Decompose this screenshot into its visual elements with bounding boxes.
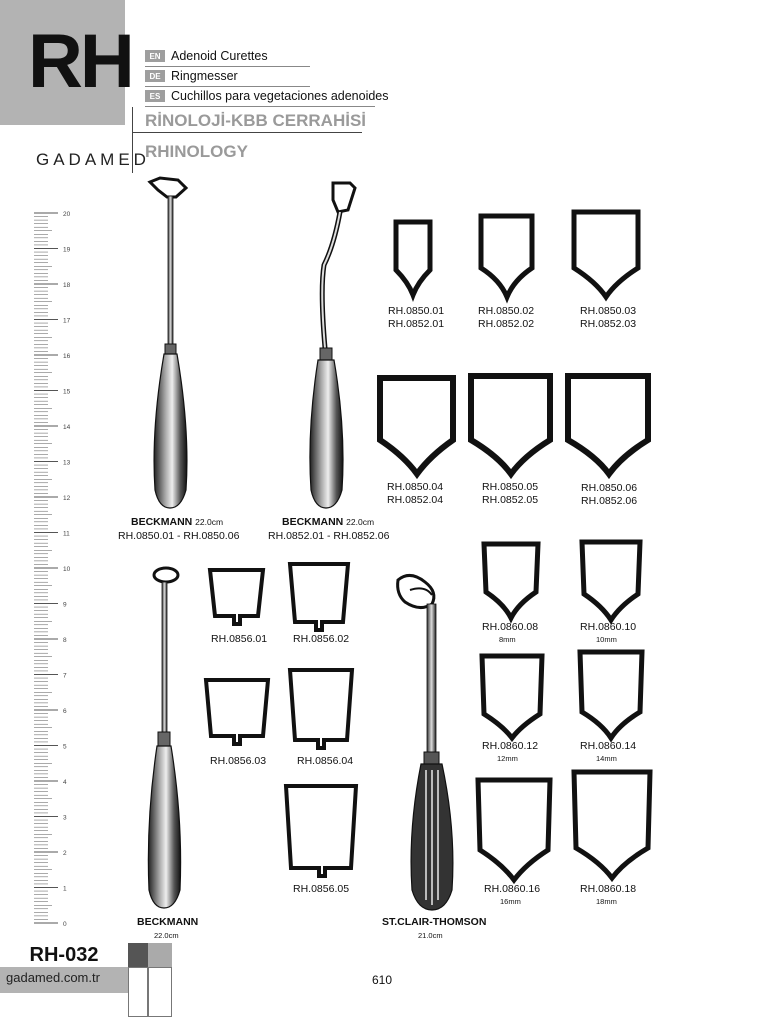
tip-code-label: RH.0856.01 <box>211 633 268 645</box>
tip-size-label: 16mm <box>500 897 521 906</box>
tip-0860-12 <box>482 656 542 738</box>
instrument-codes: RH.0852.01 - RH.0852.06 <box>268 530 390 542</box>
website-link[interactable]: gadamed.com.tr <box>6 970 100 985</box>
footer-decor-dark <box>128 943 148 967</box>
ruler-label: 18 <box>63 282 71 289</box>
tip-0860-08 <box>484 544 538 618</box>
tip-0856-02 <box>290 564 348 630</box>
tip-code-label: RH.0856.05 <box>293 883 350 895</box>
ruler-label: 13 <box>63 459 71 467</box>
ruler-label: 16 <box>63 353 71 360</box>
tip-0856-03 <box>206 680 268 744</box>
footer-decor-box <box>148 967 172 1017</box>
lang-tag: ES <box>145 90 165 102</box>
st-clair-thomson-curette <box>398 575 453 910</box>
ruler-label: 5 <box>63 743 67 751</box>
instrument-label: BECKMANN 22.0cm <box>282 516 375 528</box>
tip-0850-02 <box>481 216 532 297</box>
ruler-label: 20 <box>63 211 71 218</box>
tip-code-label: RH.0850.05 RH.0852.05 <box>482 481 539 506</box>
tip-code-label: RH.0850.01 RH.0852.01 <box>388 305 445 330</box>
beckmann-curette-small <box>148 568 180 908</box>
brand-logo: GADAMED <box>36 150 150 169</box>
instrument-size: 21.0cm <box>418 931 443 940</box>
tip-0850-06 <box>568 376 648 474</box>
tip-code-label: RH.0850.03 RH.0852.03 <box>580 305 637 330</box>
tip-size-label: 10mm <box>596 635 617 644</box>
instrument-name: BECKMANN <box>137 916 199 928</box>
instrument-codes: RH.0850.01 - RH.0850.06 <box>118 530 240 542</box>
tip-code-label: RH.0856.02 <box>293 633 350 645</box>
lang-text: Adenoid Curettes <box>171 49 268 63</box>
tip-0856-04 <box>290 670 352 748</box>
instrument-name: ST.CLAIR-THOMSON <box>382 916 487 928</box>
instrument-size: 22.0cm <box>154 931 179 940</box>
footer-decor-box <box>128 967 148 1017</box>
lang-text: Cuchillos para vegetaciones adenoides <box>171 89 389 103</box>
footer-decor-light <box>148 943 172 967</box>
tip-size-label: 8mm <box>499 635 516 644</box>
ruler-label: 8 <box>63 637 67 644</box>
ruler-label: 3 <box>63 814 67 822</box>
ruler-label: 10 <box>63 566 71 573</box>
lang-tag: DE <box>145 70 165 82</box>
tip-size-label: 14mm <box>596 754 617 763</box>
ruler-label: 7 <box>63 672 67 680</box>
ruler-label: 0 <box>63 921 67 928</box>
tip-code-label: RH.0860.08 <box>482 621 539 633</box>
tip-code-label: RH.0850.04 RH.0852.04 <box>387 481 444 506</box>
tip-0860-14 <box>580 652 642 738</box>
ruler-label: 17 <box>63 317 71 325</box>
ruler-label: 2 <box>63 850 67 857</box>
ruler-label: 6 <box>63 708 67 715</box>
tip-code-label: RH.0856.04 <box>297 755 354 767</box>
tip-code-label: RH.0856.03 <box>210 755 267 767</box>
tip-code-label: RH.0850.06 RH.0852.06 <box>581 482 638 507</box>
lang-tag: EN <box>145 50 165 62</box>
tip-code-label: RH.0860.14 <box>580 740 637 752</box>
ruler-label: 4 <box>63 779 67 786</box>
tip-size-label: 12mm <box>497 754 518 763</box>
tip-0856-01 <box>210 570 263 624</box>
category-title-tr: RİNOLOJİ-KBB CERRAHİSİ <box>145 111 367 130</box>
tip-code-label: RH.0860.16 <box>484 883 541 895</box>
page-number: 610 <box>372 973 393 987</box>
tip-0860-10 <box>582 542 640 620</box>
ruler-label: 15 <box>63 388 71 396</box>
tip-0850-04 <box>380 378 453 474</box>
ruler-label: 12 <box>63 495 71 502</box>
tip-code-label: RH.0850.02 RH.0852.02 <box>478 305 535 330</box>
tip-0860-16 <box>478 780 550 880</box>
ruler-label: 11 <box>63 530 70 538</box>
tip-code-label: RH.0860.10 <box>580 621 637 633</box>
tip-0850-01 <box>396 222 430 295</box>
tip-0856-05 <box>286 786 356 876</box>
ruler-label: 19 <box>63 246 71 254</box>
beckmann-curette-straight <box>150 178 187 508</box>
page-code: RH-032 <box>29 943 99 966</box>
ruler-label: 14 <box>63 424 71 431</box>
beckmann-curette-curved <box>310 183 355 508</box>
tip-0850-05 <box>471 376 550 474</box>
instrument-label: BECKMANN 22.0cm <box>131 516 224 528</box>
ruler-label: 1 <box>63 885 67 893</box>
ruler-label: 9 <box>63 601 67 609</box>
tip-code-label: RH.0860.12 <box>482 740 539 752</box>
tip-0860-18 <box>574 772 650 878</box>
category-title-en: RHINOLOGY <box>145 142 248 161</box>
section-code: RH <box>28 19 132 104</box>
tip-code-label: RH.0860.18 <box>580 883 637 895</box>
lang-text: Ringmesser <box>171 69 238 83</box>
tip-0850-03 <box>574 212 638 297</box>
tip-size-label: 18mm <box>596 897 617 906</box>
